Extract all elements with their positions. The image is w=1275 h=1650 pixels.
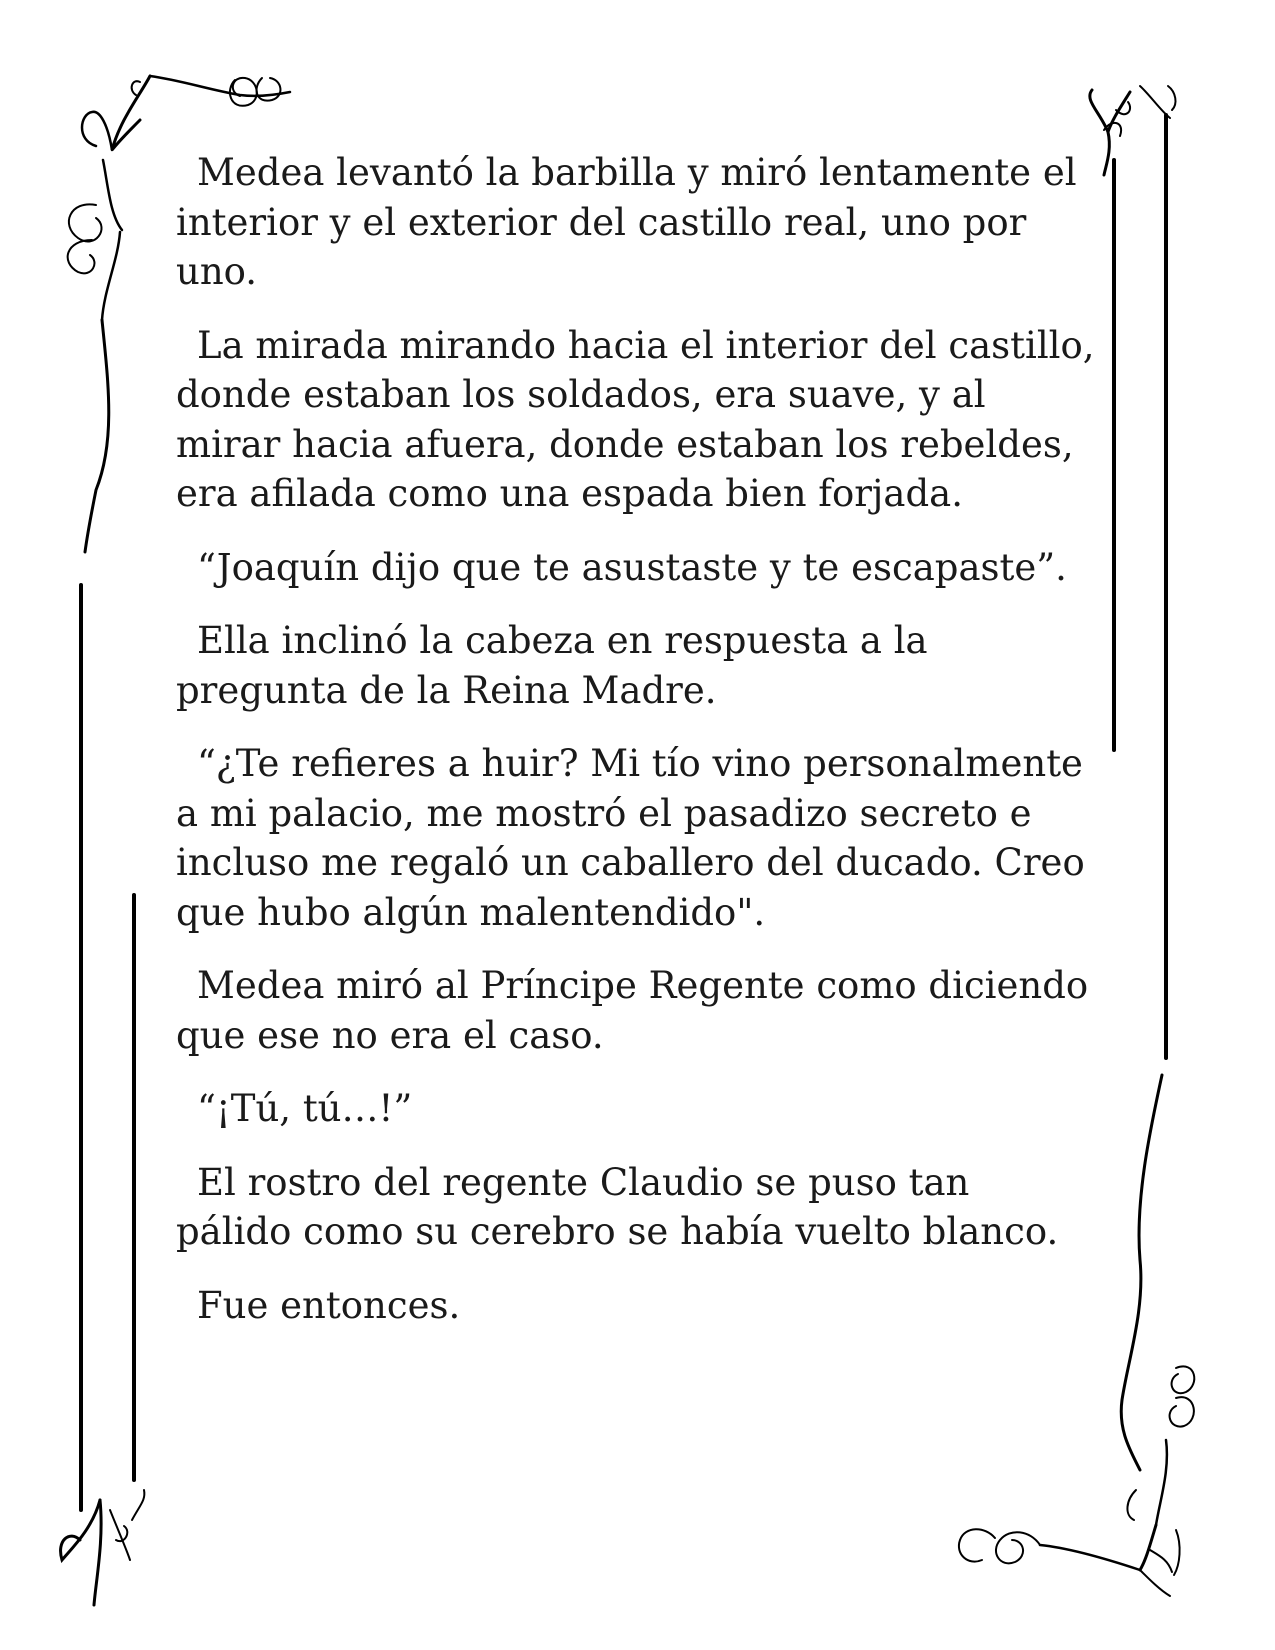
paragraph-4: Ella inclinó la cabeza en respuesta a la pregunta de la Reina Madre. xyxy=(176,619,928,712)
paragraph-3: “Joaquín dijo que te asustaste y te escapaste”. xyxy=(197,545,1067,589)
paragraph-7: “¡Tú, tú…!” xyxy=(197,1087,413,1130)
paragraph-1: Medea levantó la barbilla y miró lentamente el interior y el exterior del castillo real, uno por uno. xyxy=(176,151,1077,293)
paragraph-9: Fue entonces. xyxy=(197,1283,461,1327)
paragraph-5: “¿Te refieres a huir? Mi tío vino personalmente a mi palacio, me mostró el pasadizo secreto e incluso me regaló un caballero del ducado. Creo que hubo algún malentendido". xyxy=(176,742,1085,934)
bottom-right-flourish-icon xyxy=(959,1366,1194,1596)
document-body xyxy=(176,148,1096,1354)
right-curve-line xyxy=(1121,1075,1162,1470)
paragraph-2: La mirada mirando hacia el interior del castillo, donde estaban los soldados, era suave, y al mirar hacia afuera, donde estaban los rebeldes, era afilada como una espada bien forjada. xyxy=(176,323,1095,515)
bottom-left-flourish-icon xyxy=(61,1490,145,1605)
paragraph-6: Medea miró al Príncipe Regente como diciendo que ese no era el caso. xyxy=(176,964,1089,1057)
paragraph-8: El rostro del regente Claudio se puso tan pálido como su cerebro se había vuelto blanco. xyxy=(176,1160,1059,1253)
top-right-flourish-icon xyxy=(1090,86,1176,175)
